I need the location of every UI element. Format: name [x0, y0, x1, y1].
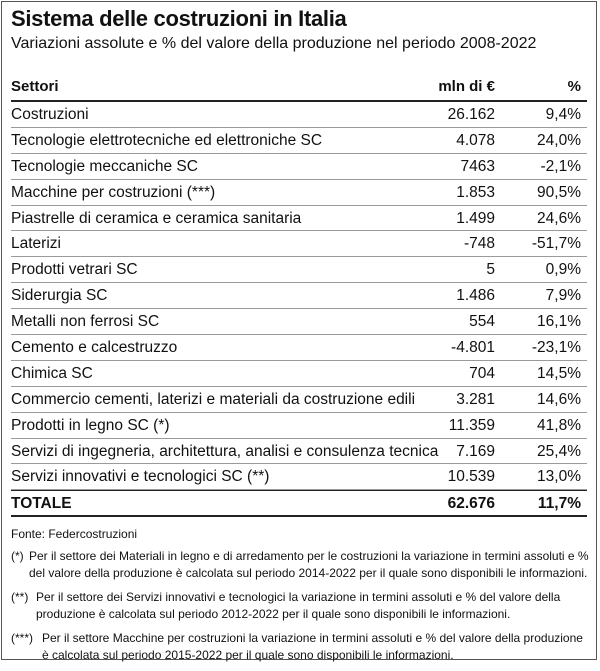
table-row: [11, 257, 587, 283]
table-row: [11, 361, 587, 387]
sector-cell: Servizi innovativi e tecnologici SC (**): [11, 468, 270, 486]
sector-cell: Costruzioni: [11, 106, 89, 123]
value-cell: 554: [469, 313, 495, 331]
footnotes: [11, 548, 589, 671]
table-row: [11, 154, 587, 180]
pct-cell: -2,1%: [540, 157, 581, 175]
pct-cell: 14,6%: [537, 390, 581, 408]
pct-cell: -23,1%: [531, 339, 581, 357]
table-row: [11, 439, 587, 465]
pct-cell: 25,4%: [537, 442, 581, 460]
pct-cell: 9,4%: [545, 106, 581, 123]
value-cell: -748: [463, 235, 495, 253]
footnote-2-text: Per il settore dei Servizi innovativi e tecnologici la variazione in termini assoluti e % del valore della produzione è calcolata sul periodo 2012-2022 per il quale sono disponibili le informazioni.: [36, 590, 561, 621]
table-row: [11, 102, 587, 128]
table-header-row: [11, 73, 587, 102]
table-total-row: [11, 490, 587, 517]
sector-cell: Piastrelle di ceramica e ceramica sanitaria: [11, 209, 302, 227]
table-row: [11, 180, 587, 206]
footnote-1-mark: (*): [11, 549, 24, 563]
total-value: 62.676: [447, 495, 495, 513]
pct-cell: 24,0%: [537, 131, 581, 149]
sector-cell: Siderurgia SC: [11, 287, 108, 305]
table-row: [11, 206, 587, 232]
source-note: Fonte: Federcostruzioni: [11, 527, 138, 541]
value-cell: 5: [486, 261, 495, 279]
column-header-sector: Settori: [11, 78, 59, 95]
data-table: [11, 73, 587, 517]
column-header-pct: %: [567, 78, 581, 95]
table-row: [11, 413, 587, 439]
footnote-3-mark: (***): [11, 631, 34, 645]
footnote-3-text: Per il settore Macchine per costruzioni la variazione in termini assoluti e % del valore della produzione è calcolata sul periodo 2015-2022 per il quale sono disponibili le informazioni.: [42, 631, 583, 662]
value-cell: 10.539: [447, 468, 495, 486]
pct-cell: 16,1%: [537, 313, 581, 331]
value-cell: 1.853: [456, 183, 495, 201]
sector-cell: Chimica SC: [11, 364, 93, 382]
pct-cell: -51,7%: [531, 235, 581, 253]
table-row: [11, 231, 587, 257]
chart-subtitle: Variazioni assolute e % del valore della produzione nel periodo 2008-2022: [11, 35, 537, 52]
sector-cell: Commercio cementi, laterizi e materiali da costruzione edili: [11, 390, 416, 408]
value-cell: 1.499: [456, 209, 495, 227]
table-body: [11, 102, 587, 490]
sector-cell: Tecnologie meccaniche SC: [11, 157, 198, 175]
value-cell: 11.359: [448, 416, 495, 434]
pct-cell: 0,9%: [545, 261, 581, 279]
sector-cell: Servizi di ingegneria, architettura, analisi e consulenza tecnica: [11, 442, 439, 460]
table-row: [11, 387, 587, 413]
sector-cell: Laterizi: [11, 235, 61, 253]
sector-cell: Macchine per costruzioni (***): [11, 183, 216, 201]
value-cell: 4.078: [456, 131, 495, 149]
value-cell: -4.801: [451, 339, 495, 357]
footnote-2-mark: (**): [11, 590, 29, 604]
total-label: TOTALE: [11, 495, 72, 513]
pct-cell: 90,5%: [537, 183, 581, 201]
table-row: [11, 128, 587, 154]
footnote-3: [11, 630, 589, 664]
sector-cell: Cemento e calcestruzzo: [11, 339, 178, 357]
pct-cell: 7,9%: [545, 287, 581, 305]
sector-cell: Prodotti vetrari SC: [11, 261, 138, 279]
table-row: [11, 464, 587, 490]
pct-cell: 13,0%: [537, 468, 581, 486]
value-cell: 7463: [460, 157, 495, 175]
chart-title: Sistema delle costruzioni in Italia: [11, 6, 347, 31]
footnote-2: [11, 589, 589, 623]
sector-cell: Tecnologie elettrotecniche ed elettroniche SC: [11, 131, 323, 149]
pct-cell: 24,6%: [537, 209, 581, 227]
table-row: [11, 283, 587, 309]
pct-cell: 14,5%: [537, 364, 581, 382]
value-cell: 26.162: [447, 106, 495, 123]
footnote-1-text: Per il settore dei Materiali in legno e di arredamento per le costruzioni la variazione in termini assoluti e % del valore della produzione è calcolata sul periodo 2014-2022 per il quale sono disponibili le informazioni.: [29, 549, 589, 580]
value-cell: 704: [469, 364, 495, 382]
table-row: [11, 309, 587, 335]
value-cell: 3.281: [456, 390, 495, 408]
value-cell: 1.486: [456, 287, 495, 305]
footnote-1: [11, 548, 589, 582]
sector-cell: Prodotti in legno SC (*): [11, 416, 170, 434]
pct-cell: 41,8%: [537, 416, 581, 434]
table-row: [11, 335, 587, 361]
value-cell: 7.169: [456, 442, 495, 460]
total-pct: 11,7%: [537, 495, 581, 513]
sector-cell: Metalli non ferrosi SC: [11, 313, 160, 331]
column-header-value: mln di €: [438, 78, 495, 95]
